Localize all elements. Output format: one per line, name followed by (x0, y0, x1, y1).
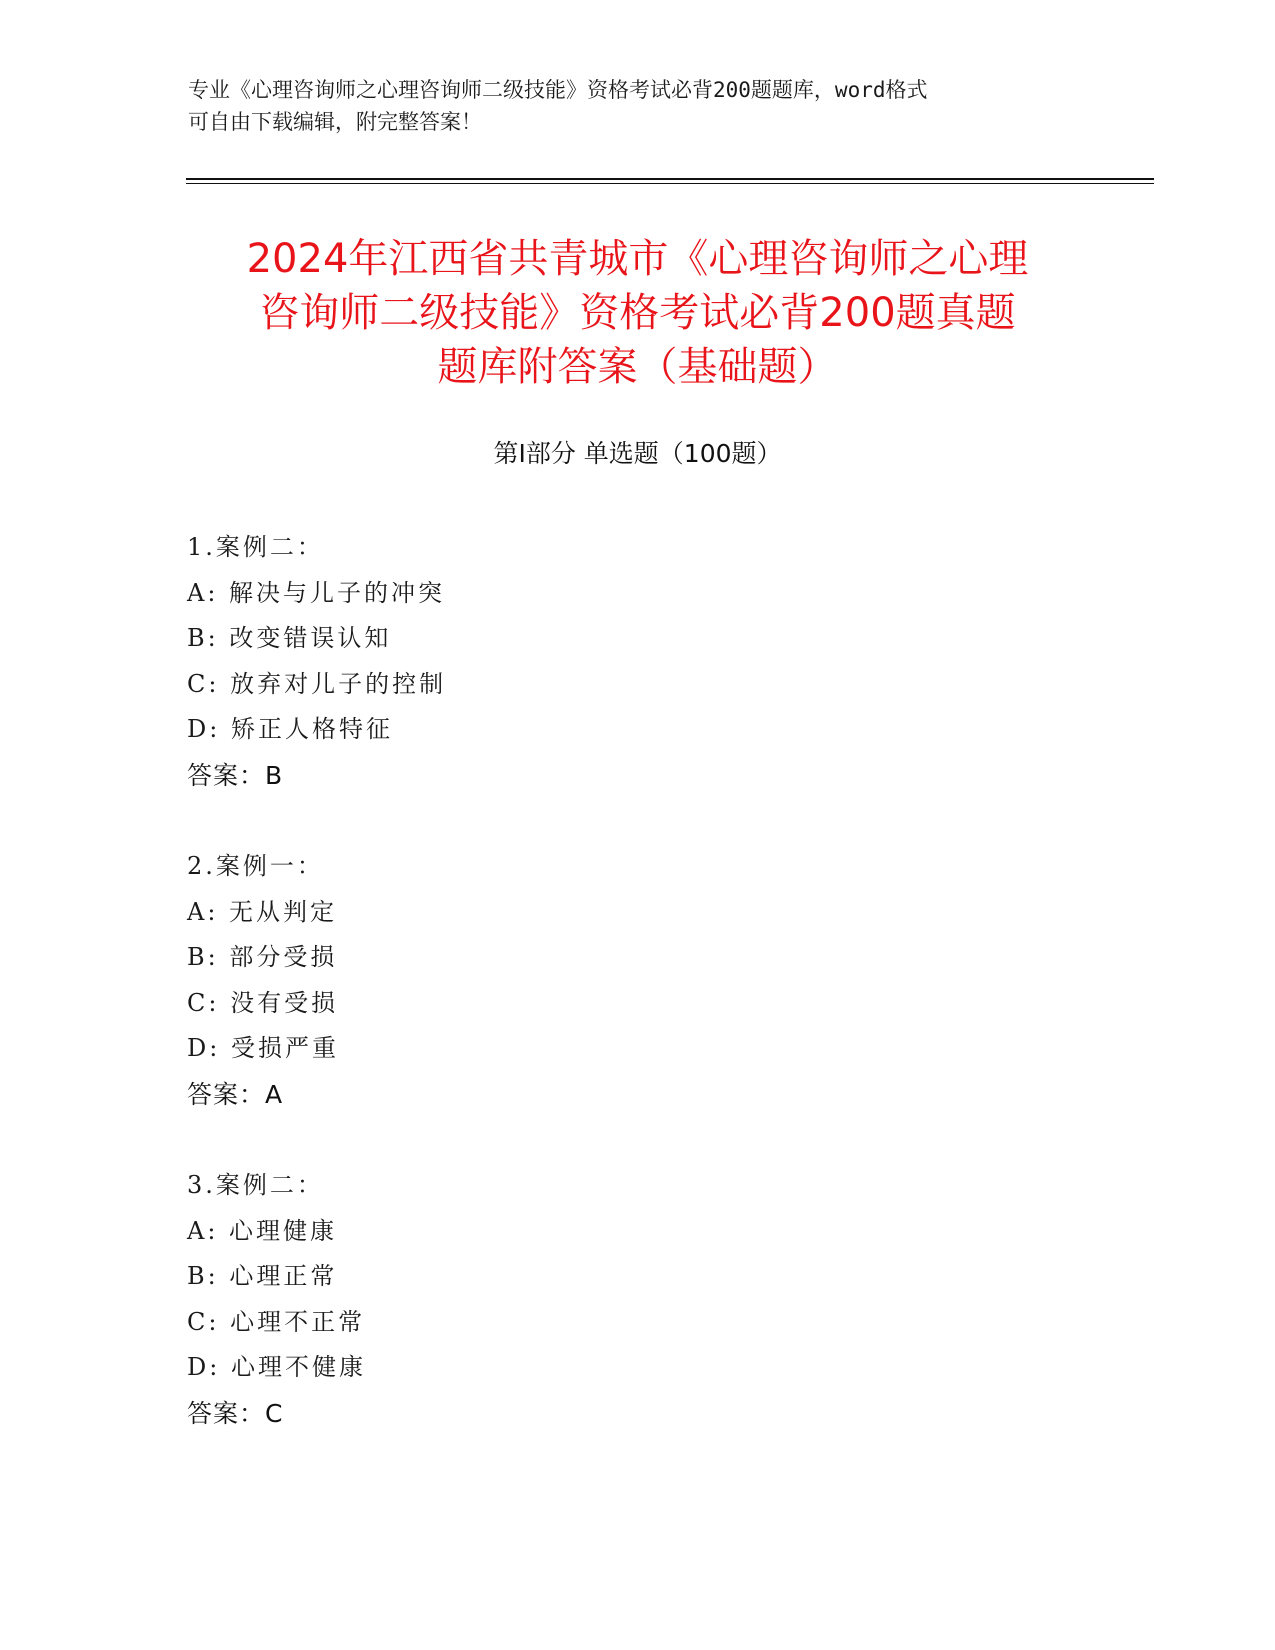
option-d: D: 心理不健康 (187, 1353, 366, 1381)
question-2 (187, 844, 339, 1117)
option-d: D: 矫正人格特征 (187, 715, 393, 743)
question-1 (187, 525, 446, 798)
answer-line: 答案：A (187, 1079, 284, 1109)
option-c: C: 放弃对儿子的控制 (187, 669, 447, 698)
header-divider-thick (186, 178, 1154, 180)
question-stem: 1.案例二： (187, 533, 324, 561)
intro-line-2: 可自由下载编辑，附完整答案！ (188, 110, 482, 134)
title-line-1: 2024年江西省共青城市《心理咨询师之心理 (246, 236, 1029, 282)
title-line-3: 题库附答案（基础题） (437, 344, 838, 390)
intro-text (188, 74, 1068, 138)
question-3 (187, 1163, 366, 1436)
option-b: B: 部分受损 (187, 943, 338, 971)
title-line-2: 咨询师二级技能》资格考试必背200题真题 (259, 290, 1016, 336)
answer-line: 答案：C (187, 1398, 284, 1428)
option-b: B: 心理正常 (187, 1262, 338, 1290)
option-c: C: 没有受损 (187, 988, 339, 1017)
document-title (140, 232, 1135, 394)
question-stem: 2.案例一： (187, 852, 324, 880)
option-a: A: 解决与儿子的冲突 (187, 578, 446, 607)
option-d: D: 受损严重 (187, 1034, 339, 1062)
option-a: A: 心理健康 (187, 1216, 338, 1245)
option-c: C: 心理不正常 (187, 1307, 366, 1336)
answer-line: 答案：B (187, 760, 284, 790)
question-stem: 3.案例二： (187, 1171, 324, 1199)
option-b: B: 改变错误认知 (187, 624, 392, 652)
section-heading: 第Ⅰ部分 单选题（100题） (493, 439, 782, 468)
intro-line-1: 专业《心理咨询师之心理咨询师二级技能》资格考试必背200题题库，word格式 (188, 78, 928, 102)
option-a: A: 无从判定 (187, 897, 338, 926)
header-divider-thin (186, 183, 1154, 184)
